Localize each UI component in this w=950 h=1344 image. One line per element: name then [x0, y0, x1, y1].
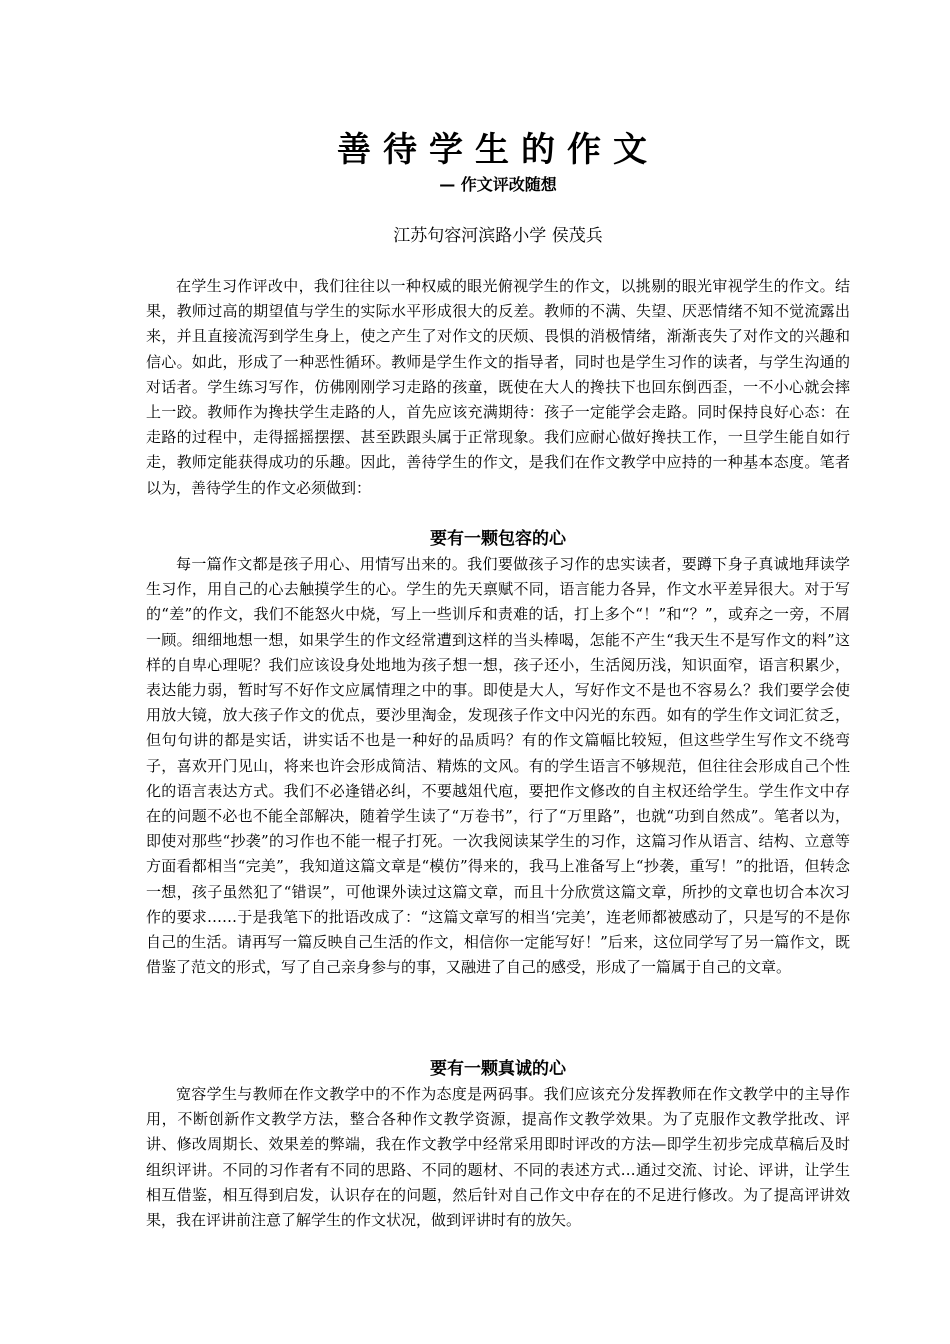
- section-paragraph: 宽容学生与教师在作文教学中的不作为态度是两码事。我们应该充分发挥教师在作文教学中的主导作用，不断创新作文教学方法，整合各种作文教学资源，提高作文教学效果。为了克服作文教学批改、评讲、修改周期长、效果差的弊端，我在作文教学中经常采用即时评改的方法—即学生初步完成草稿后及时组织评讲。不同的习作者有不同的思路、不同的题材、不同的表述方式…通过交流、讨论、评讲，让学生相互借鉴，相互得到启发，认识存在的问题，然后针对自己作文中存在的不足进行修改。为了提高评讲效果，我在评讲前注意了解学生的作文状况，做到评讲时有的放矢。: [146, 1085, 850, 1230]
- section-heading: 要有一颗包容的心: [430, 529, 566, 549]
- section-tolerance: [146, 526, 850, 1056]
- section-heading: 要有一颗真诚的心: [430, 1059, 566, 1079]
- author-line: 江苏句容河滨路小学 侯茂兵: [393, 226, 603, 246]
- article-body: [146, 274, 850, 1232]
- section-paragraph: 每一篇作文都是孩子用心、用情写出来的。我们要做孩子习作的忠实读者，要蹲下身子真诚地拜读学生习作，用自己的心去触摸学生的心。学生的先天禀赋不同，语言能力各异，作文水平差异很大。对于写的“差”的作文，我们不能怒火中烧，写上一些训斥和责难的话，打上多个“！”和“？”，或弃之一旁，不屑一顾。细细地想一想，如果学生的作文经常遭到这样的当头棒喝，怎能不产生“我天生不是写作文的料”这样的自卑心理呢？我们应该设身处地地为孩子想一想，孩子还小，生活阅历浅，知识面窄，语言积累少，表达能力弱，暂时写不好作文应属情理之中的事。即使是大人，写好作文不是也不容易么？我们要学会使用放大镜，放大孩子作文的优点，要沙里淘金，发现孩子作文中闪光的东西。如有的学生作文词汇贫乏，但句句讲的都是实话，讲实话不也是一种好的品质吗？有的作文篇幅比较短，但这些学生写作文不绕弯子，喜欢开门见山，将来也许会形成简洁、精炼的文风。有的学生语言不够规范，但往往会形成自己个性化的语言表达方式。我们不必逢错必纠，不要越俎代庖，要把作文修改的自主权还给学生。学生作文中存在的问题不必也不能全部解决，随着学生读了“万卷书”，行了“万里路”，也就“功到自然成”。笔者以为，即使对那些“抄袭”的习作也不能一棍子打死。一次我阅读某学生的习作，这篇习作从语言、结构、立意等方面看都相当“完美”，我知道这篇文章是“模仿”得来的，我马上准备写上“抄袭，重写！”的批语，但转念一想，孩子虽然犯了“错误”，可他课外读过这篇文章，而且十分欣赏这篇文章，所抄的文章也切合本次习作的要求……于是我笔下的批语改成了：“这篇文章写的相当‘完美’，连老师都被感动了，只是写的不是你自己的生活。请再写一篇反映自己生活的作文，相信你一定能写好！”后来，这位同学写了另一篇作文，既借鉴了范文的形式，写了自己亲身参与的事，又融进了自己的感受，形成了一篇属于自己的文章。: [146, 555, 850, 977]
- document-title: 善待学生的作文: [337, 130, 659, 170]
- document-subtitle: — 作文评改随想: [439, 175, 557, 194]
- intro-paragraph: 在学生习作评改中，我们往往以一种权威的眼光俯视学生的作文，以挑剔的眼光审视学生的作文。结果，教师过高的期望值与学生的实际水平形成很大的反差。教师的不满、失望、厌恶情绪不知不觉流露出来，并且直接流泻到学生身上，使之产生了对作文的厌烦、畏惧的消极情绪，渐渐丧失了对作文的兴趣和信心。如此，形成了一种恶性循环。教师是学生作文的指导者，同时也是学生习作的读者，与学生沟通的对话者。学生练习写作，仿佛刚刚学习走路的孩童，既使在大人的搀扶下也回东倒西歪，一不小心就会摔上一跤。教师作为搀扶学生走路的人，首先应该充满期待：孩子一定能学会走路。同时保持良好心态：在走路的过程中，走得摇摇摆摆、甚至跌跟头属于正常现象。我们应耐心做好搀扶工作，一旦学生能自如行走，教师定能获得成功的乐趣。因此，善待学生的作文，是我们在作文教学中应持的一种基本态度。笔者以为，善待学生的作文必须做到：: [146, 277, 850, 497]
- section-sincerity: [146, 1056, 850, 1232]
